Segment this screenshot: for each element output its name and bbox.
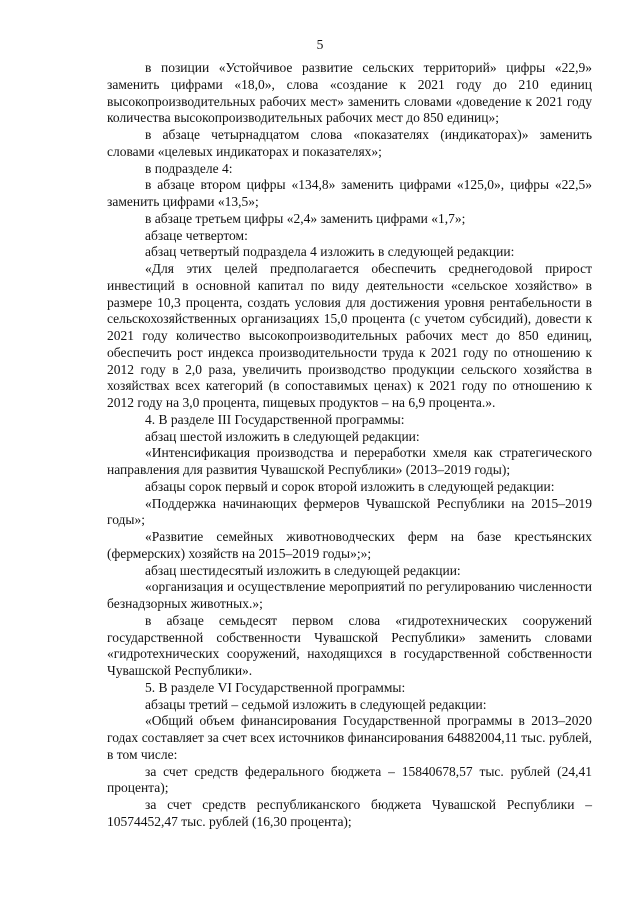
quoted-paragraph: «Поддержка начинающих фермеров Чувашской Республики на 2015–2019 годы»; — [107, 495, 592, 528]
paragraph: абзаце четвертом: — [145, 227, 248, 243]
paragraph: абзац шестидесятый изложить в следующей редакции: — [145, 562, 461, 578]
quoted-paragraph: «Развитие семейных животноводческих ферм на базе крестьянских (фермерских) хозяйств на 2015–2019 годы»;»; — [107, 529, 592, 561]
quoted-paragraph: «Общий объем финансирования Государственной программы в 2013–2020 годах составляет за счет всех источников финансирования 64882004,11 тыс. рублей, в том числе: — [107, 713, 592, 762]
paragraph: абзацы третий – седьмой изложить в следующей редакции: — [145, 696, 487, 712]
paragraph: в абзаце втором цифры «134,8» заменить цифрами «125,0», цифры «22,5» заменить цифрами «13,5»; — [107, 177, 592, 209]
paragraph: за счет средств республиканского бюджета Чувашской Республики – 10574452,47 тыс. рублей (16,30 процента); — [107, 797, 592, 829]
paragraph: в подразделе 4: — [145, 160, 233, 176]
paragraph: абзац шестой изложить в следующей редакции: — [145, 428, 420, 444]
section-heading: 4. В разделе III Государственной программы: — [145, 411, 405, 427]
document-body — [107, 60, 592, 831]
paragraph: в абзаце третьем цифры «2,4» заменить цифрами «1,7»; — [145, 210, 466, 226]
quoted-paragraph: «организация и осуществление мероприятий по регулированию численности безнадзорных животных.»; — [107, 579, 592, 611]
paragraph: в позиции «Устойчивое развитие сельских территорий» цифры «22,9» заменить цифрами «18,0», слова «создание к 2021 году до 210 единиц высокопроизводительных рабочих мест» заменить словами «доведение к 2021 году количества высокопроизводительных рабочих мест до 850 единиц»; — [107, 60, 592, 126]
paragraph: абзацы сорок первый и сорок второй изложить в следующей редакции: — [145, 478, 555, 494]
paragraph: в абзаце четырнадцатом слова «показателях (индикаторах)» заменить словами «целевых индикаторах и показателях»; — [107, 127, 592, 159]
section-heading: 5. В разделе VI Государственной программы: — [145, 679, 406, 695]
paragraph: в абзаце семьдесят первом слова «гидротехнических сооружений государственной собственности Чувашской Республики» заменить словами «гидротехнических сооружений, находящихся в государственной собственности Чувашской Республики». — [107, 612, 592, 678]
quoted-paragraph: «Интенсификация производства и переработки хмеля как стратегического направления для развития Чувашской Республики» (2013–2019 годы); — [107, 445, 592, 477]
paragraph: за счет средств федерального бюджета – 15840678,57 тыс. рублей (24,41 процента); — [107, 763, 592, 796]
page-number: 5 — [316, 37, 324, 52]
paragraph: абзац четвертый подраздела 4 изложить в следующей редакции: — [145, 244, 515, 260]
quoted-paragraph: «Для этих целей предполагается обеспечить среднегодовой прирост инвестиций в основной капитал по виду деятельности «сельское хозяйство» в размере 10,3 процента, создать условия для достижения уровня рентабельности в сельскохозяйственных организациях 15,0 процента (с учетом субсидий), довести к 2021 году количество высокопроизводительных рабочих мест до 850 единиц, обеспечить рост индекса производительности труда к 2021 году по отношению к 2012 году в 2,0 раза, увеличить производство продукции сельского хозяйства в хозяйствах всех категорий (в сопоставимых ценах) к 2021 году по отношению к 2012 году на 3,0 процента, пищевых продуктов – на 6,9 процента.». — [107, 261, 592, 410]
